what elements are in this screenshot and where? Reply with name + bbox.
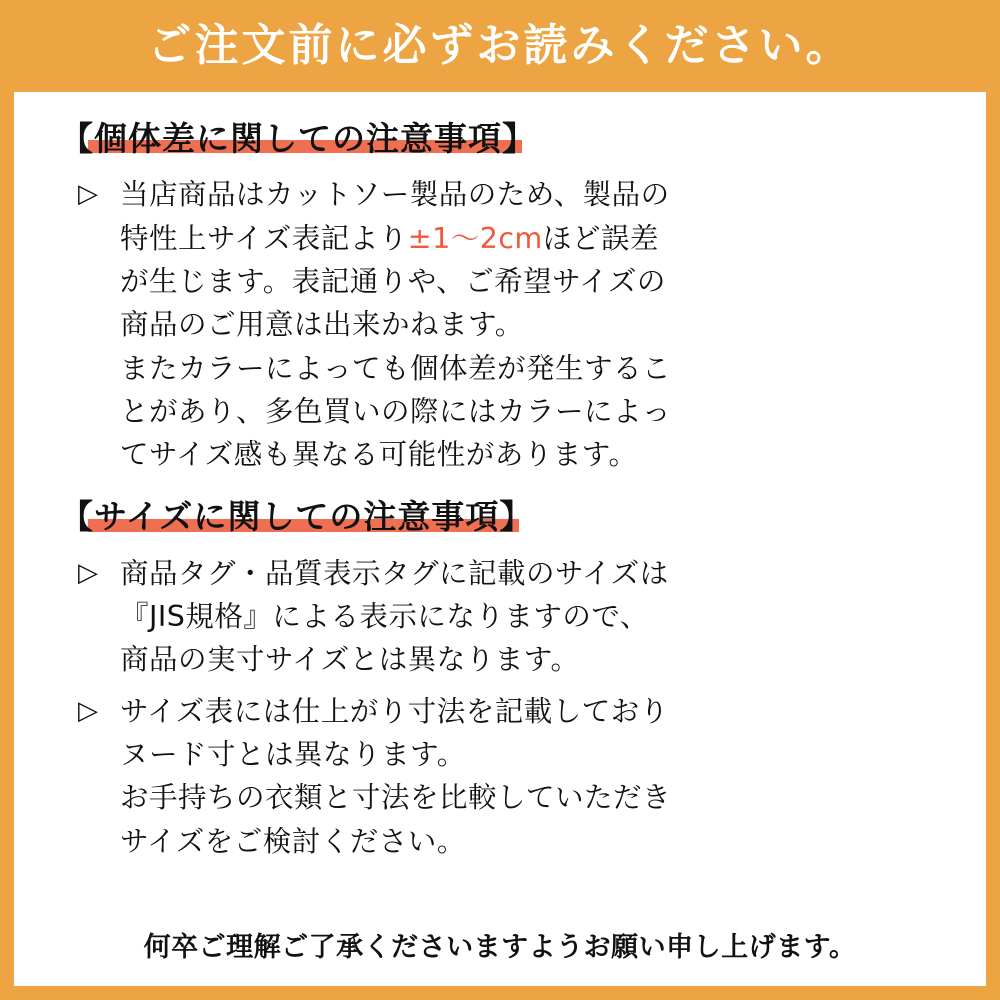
page-header [0, 0, 1000, 92]
bullet-line: が生じます。表記通りや、ご希望サイズの [120, 264, 666, 298]
bullet-body-individual-difference [120, 173, 946, 476]
bullet-line: サイズをご検討ください。 [120, 824, 466, 858]
bullet-body-size-tag [120, 552, 946, 682]
section-heading-text: 【サイズに関しての注意事項】 [60, 497, 534, 537]
bullet-line: 『JIS規格』による表示になりますので、 [120, 600, 649, 633]
bullet-line: 商品の実寸サイズとは異なります。 [120, 643, 580, 677]
bullet-line-with-accent [120, 217, 946, 260]
bullet-line: ヌード寸とは異なります。 [120, 737, 466, 771]
section-heading-size [60, 496, 533, 537]
header-title: ご注文前に必ずお読みください。 [147, 20, 853, 71]
section-heading-text: 【個体差に関しての注意事項】 [60, 119, 536, 158]
bullet-marker-icon: ▷ [78, 179, 98, 210]
bullet-body-size-chart [120, 690, 946, 863]
bullet-line: 商品のご用意は出来かねます。 [120, 308, 524, 342]
bullet-line: とがあり、多色買いの際にはカラーによっ [120, 394, 672, 428]
footer-note: 何卒ご理解ご了承くださいますようお願い申し上げます。 [143, 932, 857, 963]
bullet-line-lead: 特性上サイズ表記より [120, 221, 408, 255]
section-heading-individual-difference [60, 118, 536, 159]
bullet-line: またカラーによっても個体差が発生するこ [120, 351, 672, 385]
bullet-line-tail: ほど誤差 [542, 221, 659, 255]
bullet-line: 商品タグ・品質表示タグに記載のサイズは [120, 556, 669, 590]
bullet-marker-icon: ▷ [78, 695, 98, 726]
bullet-size-chart [78, 690, 946, 863]
bullet-line: 当店商品はカットソー製品のため、製品の [120, 178, 670, 212]
notice-sheet [14, 92, 986, 986]
bullet-individual-difference [78, 173, 946, 476]
bullet-marker-icon: ▷ [78, 557, 98, 588]
accent-tolerance-value: ±1〜2cm [407, 221, 543, 255]
bullet-line: サイズ表には仕上がり寸法を記載しており [120, 694, 669, 728]
bullet-line: てサイズ感も異なる可能性があります。 [120, 438, 638, 472]
bullet-line: お手持ちの衣類と寸法を比較していただき [120, 781, 672, 815]
bullet-size-tag [78, 552, 946, 682]
